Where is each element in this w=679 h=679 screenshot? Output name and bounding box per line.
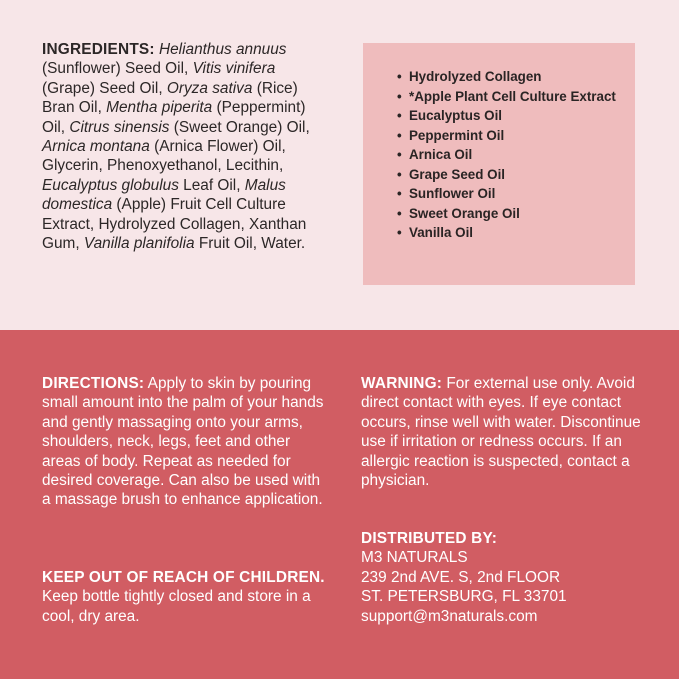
ingredient-common-text: (Grape) Seed Oil,	[42, 79, 167, 97]
warning-section	[361, 374, 651, 490]
key-ingredient-item: • Grape Seed Oil	[397, 167, 627, 183]
key-ingredient-item: • *Apple Plant Cell Culture Extract	[397, 89, 627, 105]
key-ingredient-item: • Sweet Orange Oil	[397, 206, 627, 222]
ingredient-common-text: Leaf Oil,	[178, 176, 245, 194]
support-email: support@m3naturals.com	[361, 607, 538, 625]
ingredient-botanical-name: Oryza sativa	[166, 79, 253, 97]
key-ingredient-item: • Peppermint Oil	[397, 128, 627, 144]
ingredients-heading: INGREDIENTS:	[42, 41, 155, 58]
keep-out-section	[42, 568, 332, 626]
keep-out-text: Keep bottle tightly closed and store in a cool, dry area.	[42, 588, 311, 625]
address-line-1: 239 2nd AVE. S, 2nd FLOOR	[361, 568, 561, 586]
ingredient-common-text: (Arnica Flower) Oil, Glycerin, Phenoxyethanol, Lecithin,	[42, 138, 286, 175]
distributed-section	[361, 529, 651, 626]
ingredient-common-text: (Peppermint) Oil,	[42, 99, 306, 136]
key-ingredient-item: • Eucalyptus Oil	[397, 108, 627, 124]
ingredient-botanical-name: Arnica montana	[42, 138, 150, 156]
key-ingredients-box	[363, 43, 635, 285]
key-ingredient-item: • Vanilla Oil	[397, 225, 627, 241]
ingredient-botanical-name: Citrus sinensis	[69, 118, 170, 136]
ingredient-common-text: (Apple) Fruit Cell Culture Extract, Hydrolyzed Collagen, Xanthan Gum,	[42, 196, 307, 253]
directions-section	[42, 374, 332, 510]
keep-out-heading: KEEP OUT OF REACH OF CHILDREN.	[42, 569, 325, 586]
warning-heading: WARNING:	[361, 375, 443, 392]
directions-text: Apply to skin by pouring small amount into the palm of your hands and gently massaging onto your arms, shoulders, neck, legs, feet and other areas of body. Repeat as needed for desired coverage. Can also be used with a massage brush to enhance application.	[42, 375, 324, 509]
warning-text: For external use only. Avoid direct contact with eyes. If eye contact occurs, rinse well with water. Discontinue use if irritation or redness occurs. If an allergic reaction is suspected, contact a physician.	[361, 375, 641, 490]
ingredient-botanical-name: Vitis vinifera	[192, 60, 276, 78]
ingredient-botanical-name: Vanilla planifolia	[83, 235, 195, 253]
distributed-heading: DISTRIBUTED BY:	[361, 530, 498, 547]
ingredient-botanical-name: Malus domestica	[42, 176, 286, 214]
company-name: M3 NATURALS	[361, 549, 468, 567]
key-ingredient-item: • Arnica Oil	[397, 147, 627, 163]
key-ingredient-item: • Hydrolyzed Collagen	[397, 69, 627, 85]
ingredient-botanical-name: Helianthus annuus	[159, 41, 287, 58]
ingredient-common-text: (Sunflower) Seed Oil,	[42, 60, 193, 78]
ingredient-botanical-name: Mentha piperita	[106, 99, 213, 117]
ingredients-text	[42, 40, 332, 253]
directions-heading: DIRECTIONS:	[42, 375, 145, 392]
address-line-2: ST. PETERSBURG, FL 33701	[361, 588, 567, 606]
key-ingredient-item: • Sunflower Oil	[397, 186, 627, 202]
ingredient-common-text: (Sweet Orange) Oil,	[169, 118, 310, 136]
ingredient-common-text: Fruit Oil, Water.	[194, 235, 306, 253]
ingredients-list	[42, 41, 310, 252]
ingredient-botanical-name: Eucalyptus globulus	[42, 176, 179, 194]
ingredient-common-text: (Rice) Bran Oil,	[42, 79, 298, 117]
key-ingredients-list	[397, 69, 627, 245]
